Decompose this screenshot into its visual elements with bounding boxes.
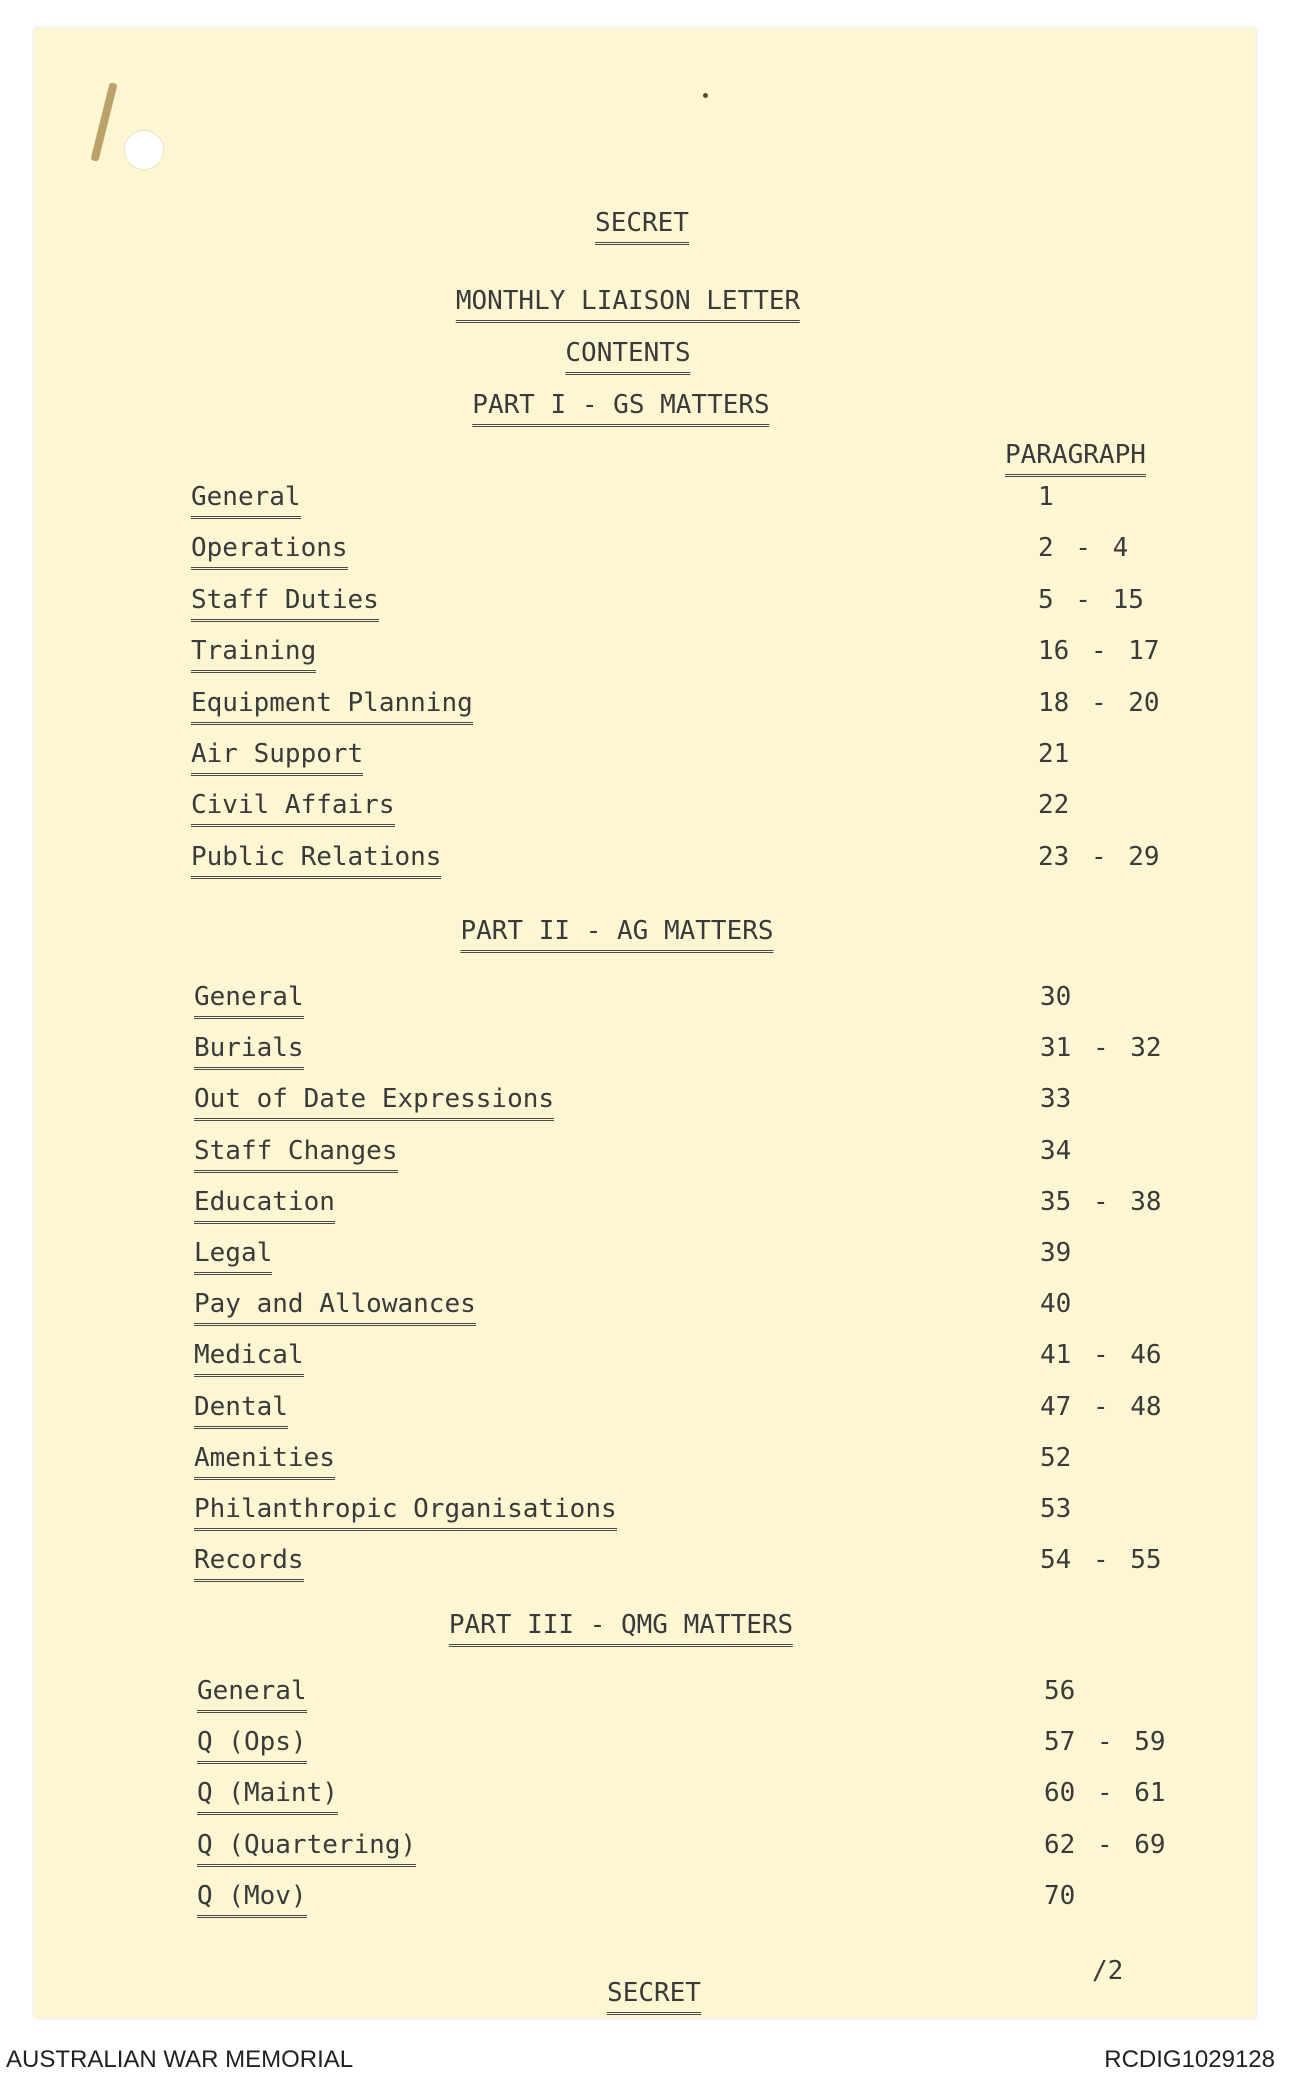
contents-item-label: Civil Affairs [191, 788, 395, 827]
contents-item-paragraph: 47 - 48 [1040, 1391, 1162, 1422]
contents-item-label: Operations [191, 531, 348, 570]
contents-item-paragraph: 54 - 55 [1040, 1545, 1162, 1576]
contents-item-label: Amenities [194, 1441, 335, 1480]
contents-item-paragraph: 18 - 20 [1038, 687, 1160, 718]
contents-item-paragraph: 30 [1040, 982, 1072, 1012]
contents-item-label: Training [191, 634, 316, 673]
contents-item-paragraph: 16 - 17 [1038, 636, 1160, 667]
institution-label: AUSTRALIAN WAR MEMORIAL [6, 2046, 354, 2073]
contents-item-label: Public Relations [191, 840, 441, 879]
contents-item-label: Q (Mov) [197, 1879, 307, 1918]
contents-row [0, 980, 1289, 1014]
punch-hole [124, 130, 164, 170]
classification-bottom: SECRET [607, 1976, 701, 2015]
contents-row [0, 1543, 1289, 1577]
contents-item-label: Q (Maint) [197, 1776, 338, 1815]
contents-item-label: Staff Duties [191, 583, 379, 622]
ink-spot [703, 93, 708, 98]
record-id: RCDIG1029128 [1104, 2046, 1275, 2073]
contents-item-label: General [194, 980, 304, 1019]
contents-item-label: Records [194, 1543, 304, 1582]
contents-row [0, 1185, 1289, 1219]
contents-row [0, 480, 1289, 514]
contents-item-label: Q (Quartering) [197, 1828, 416, 1867]
contents-item-label: Philanthropic Organisations [194, 1492, 617, 1531]
part-2-heading: PART II - AG MATTERS [460, 914, 773, 953]
contents-row [0, 531, 1289, 565]
contents-row [0, 686, 1289, 720]
contents-row [0, 1287, 1289, 1321]
contents-row [0, 1776, 1289, 1810]
contents-row [0, 1441, 1289, 1475]
contents-row [0, 788, 1289, 822]
contents-item-label: Pay and Allowances [194, 1287, 476, 1326]
contents-item-label: Dental [194, 1390, 288, 1429]
contents-item-paragraph: 41 - 46 [1040, 1340, 1162, 1371]
contents-item-label: Equipment Planning [191, 686, 473, 725]
classification-top: SECRET [595, 206, 689, 245]
contents-row [0, 737, 1289, 771]
contents-item-label: General [197, 1674, 307, 1713]
contents-item-paragraph: 56 [1044, 1676, 1076, 1706]
contents-item-paragraph: 31 - 32 [1040, 1033, 1162, 1064]
contents-item-paragraph: 33 [1040, 1084, 1072, 1115]
contents-item-label: Air Support [191, 737, 363, 776]
contents-item-paragraph: 21 [1038, 739, 1070, 769]
contents-item-label: Burials [194, 1031, 304, 1070]
part-1-heading: PART I - GS MATTERS [472, 388, 769, 427]
contents-heading: CONTENTS [565, 336, 690, 375]
contents-item-label: Q (Ops) [197, 1725, 307, 1764]
contents-item-paragraph: 53 [1040, 1494, 1072, 1524]
paragraph-column-header: PARAGRAPH [1005, 438, 1146, 477]
contents-row [0, 1134, 1289, 1168]
contents-item-paragraph: 35 - 38 [1040, 1186, 1162, 1217]
contents-item-label: Education [194, 1185, 335, 1224]
contents-row [0, 634, 1289, 668]
contents-item-label: Out of Date Expressions [194, 1082, 554, 1121]
contents-item-paragraph: 2 - 4 [1038, 533, 1129, 564]
contents-row [0, 1031, 1289, 1065]
contents-item-paragraph: 22 [1038, 790, 1070, 821]
contents-item-paragraph: 40 [1040, 1289, 1072, 1320]
contents-item-label: General [191, 480, 301, 519]
contents-item-paragraph: 5 - 15 [1038, 584, 1144, 615]
document-sheet [34, 28, 1256, 2018]
contents-item-paragraph: 62 - 69 [1044, 1829, 1166, 1860]
contents-row [0, 583, 1289, 617]
contents-row [0, 1674, 1289, 1708]
contents-row [0, 1828, 1289, 1862]
contents-item-paragraph: 34 [1040, 1135, 1072, 1166]
contents-row [0, 1725, 1289, 1759]
contents-row [0, 1236, 1289, 1270]
contents-row [0, 1338, 1289, 1372]
part-3-heading: PART III - QMG MATTERS [449, 1608, 793, 1647]
contents-item-paragraph: 39 [1040, 1238, 1072, 1268]
contents-row [0, 1390, 1289, 1424]
contents-item-paragraph: 60 - 61 [1044, 1778, 1166, 1809]
contents-item-paragraph: 52 [1040, 1442, 1072, 1473]
contents-item-paragraph: 1 [1038, 482, 1054, 512]
contents-item-paragraph: 70 [1044, 1880, 1076, 1911]
contents-row [0, 1492, 1289, 1526]
contents-row [0, 840, 1289, 874]
contents-row [0, 1082, 1289, 1116]
page-marker: /2 [1092, 1956, 1124, 1986]
contents-item-label: Medical [194, 1338, 304, 1377]
contents-item-paragraph: 57 - 59 [1044, 1727, 1166, 1758]
document-title: MONTHLY LIAISON LETTER [456, 284, 800, 323]
contents-item-paragraph: 23 - 29 [1038, 841, 1160, 872]
contents-row [0, 1879, 1289, 1913]
contents-item-label: Legal [194, 1236, 272, 1275]
contents-item-label: Staff Changes [194, 1134, 398, 1173]
